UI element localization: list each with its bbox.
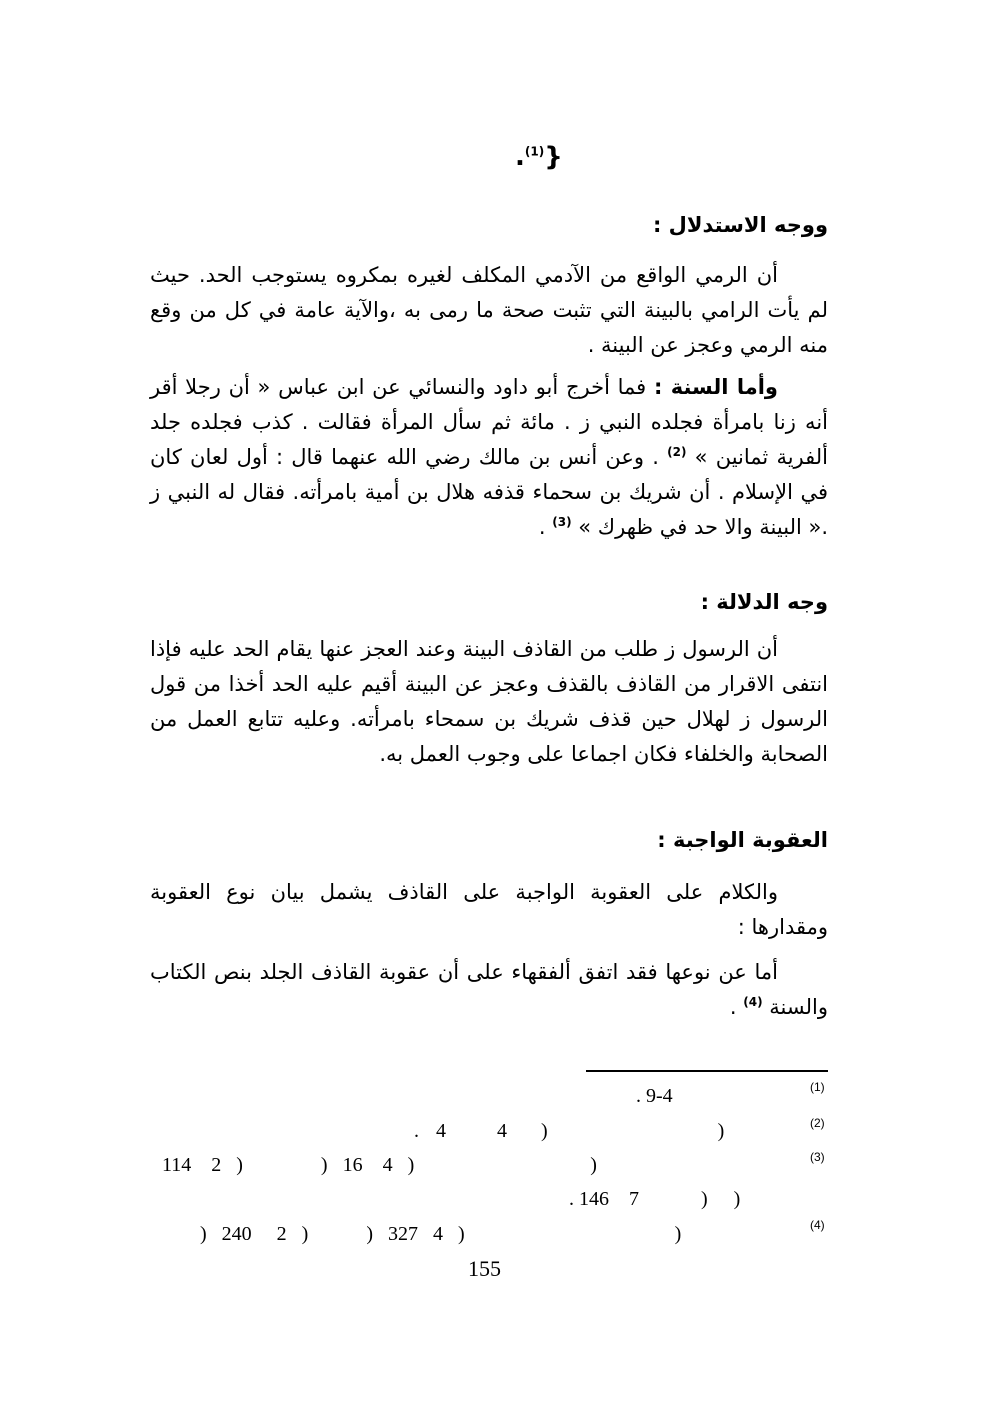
footnote-ref-2: (2) xyxy=(667,445,687,459)
paragraph-dalala: أن الرسول ز طلب من القاذف البينة وعند العجز عنها يقام الحد عليه فإذا انتفى الاقرار من القاذف بالقذف وعجز عن البينة أقيم عليه الحد أخذا من قول الرسول ز لهلال حين قذف شريك بن سمحاء بامرأته. وعليه تتابع العمل من الصحابة والخلفاء فكان اجماعا على وجوب العمل به. xyxy=(150,637,828,766)
uquba-end: . xyxy=(729,995,737,1019)
footnote-separator xyxy=(586,1070,828,1072)
section-heading-dalala: وجه الدلالة : xyxy=(700,590,828,614)
paragraph-uquba-1: والكلام على العقوبة الواجبة على القاذف يشمل بيان نوع العقوبة ومقدارها : xyxy=(150,880,828,939)
footnote-number-4: (4) xyxy=(810,1218,825,1232)
footnote-text-2-paren: ) xyxy=(717,1120,725,1142)
footnote-text-3b xyxy=(569,1186,740,1212)
fn4-seg-b: ) 327 4 ) xyxy=(366,1223,465,1245)
footnote-ref-4: (4) xyxy=(743,995,763,1009)
fn4-seg-a: ) 240 2 ) xyxy=(200,1223,309,1245)
page-number: 155 xyxy=(468,1256,501,1281)
paragraph-istidlal: أن الرمي الواقع من الآدمي المكلف لغيره بمكروه يستوجب الحد. حيث لم يأت الرامي بالبينة التي تثبت صحة ما رمى به ،والآية عامة في كل من وقع منه الرمي وعجز عن البينة . xyxy=(150,263,828,357)
paragraph-sunnah xyxy=(150,370,828,545)
footnote-text-2 xyxy=(414,1118,724,1144)
uquba-text: أما عن نوعها فقد اتفق ألفقهاء على أن عقوبة القاذف الجلد بنص الكتاب والسنة xyxy=(150,960,828,1019)
footnote-number-1: (1) xyxy=(810,1080,825,1094)
section-heading-uquba: العقوبة الواجبة : xyxy=(657,828,828,852)
sunnah-lead: وأما السنة : xyxy=(653,375,778,399)
top-dot: . xyxy=(515,142,525,172)
fn3-seg-a: 114 2 ) xyxy=(162,1154,243,1176)
fn3b-seg-b: ) xyxy=(701,1188,708,1210)
footnote-text-1: . 9-4 xyxy=(636,1085,673,1107)
section-heading-istidlal: ووجه الاستدلال : xyxy=(652,213,828,237)
fn3-seg-c: ) xyxy=(590,1154,597,1176)
footnote-text-3 xyxy=(162,1152,597,1178)
footnote-ref-3: (3) xyxy=(552,515,572,529)
fn3b-seg-a: . 146 7 xyxy=(569,1188,639,1210)
paragraph-uquba-2 xyxy=(150,955,828,1025)
sunnah-part1: فما أخرج أبو داود والنسائي عن ابن عباس « أن رجلا أقر أنه زنا بامرأة فجلده النبي ز . مائة ثم سأل المرأة فقالت . كذب فجلده جلد ألفرية ثمانين » xyxy=(150,375,828,469)
fn3b-seg-c: ) xyxy=(733,1188,741,1210)
footnote-text-4 xyxy=(200,1221,681,1247)
fn4-seg-c: ) xyxy=(674,1223,682,1245)
sunnah-part3: . xyxy=(538,515,546,539)
top-fragment xyxy=(515,142,563,172)
top-footnote-ref: (1) xyxy=(524,144,545,159)
sunnah-part2: . وعن أنس بن مالك رضي الله عنهما قال : أول لعان كان في الإسلام . أن شريك بن سحماء قذفه هلال بن أمية بامرأته. فقال له النبي ز .« البينة والا حد في ظهرك » xyxy=(150,445,828,539)
footnote-text-2-inner: . 4 4 ) xyxy=(414,1120,548,1142)
footnote-number-2: (2) xyxy=(810,1116,825,1130)
footnote-number-3: (3) xyxy=(810,1150,825,1164)
top-brace: } xyxy=(544,142,563,172)
fn3-seg-b: ) 16 4 ) xyxy=(320,1154,415,1176)
